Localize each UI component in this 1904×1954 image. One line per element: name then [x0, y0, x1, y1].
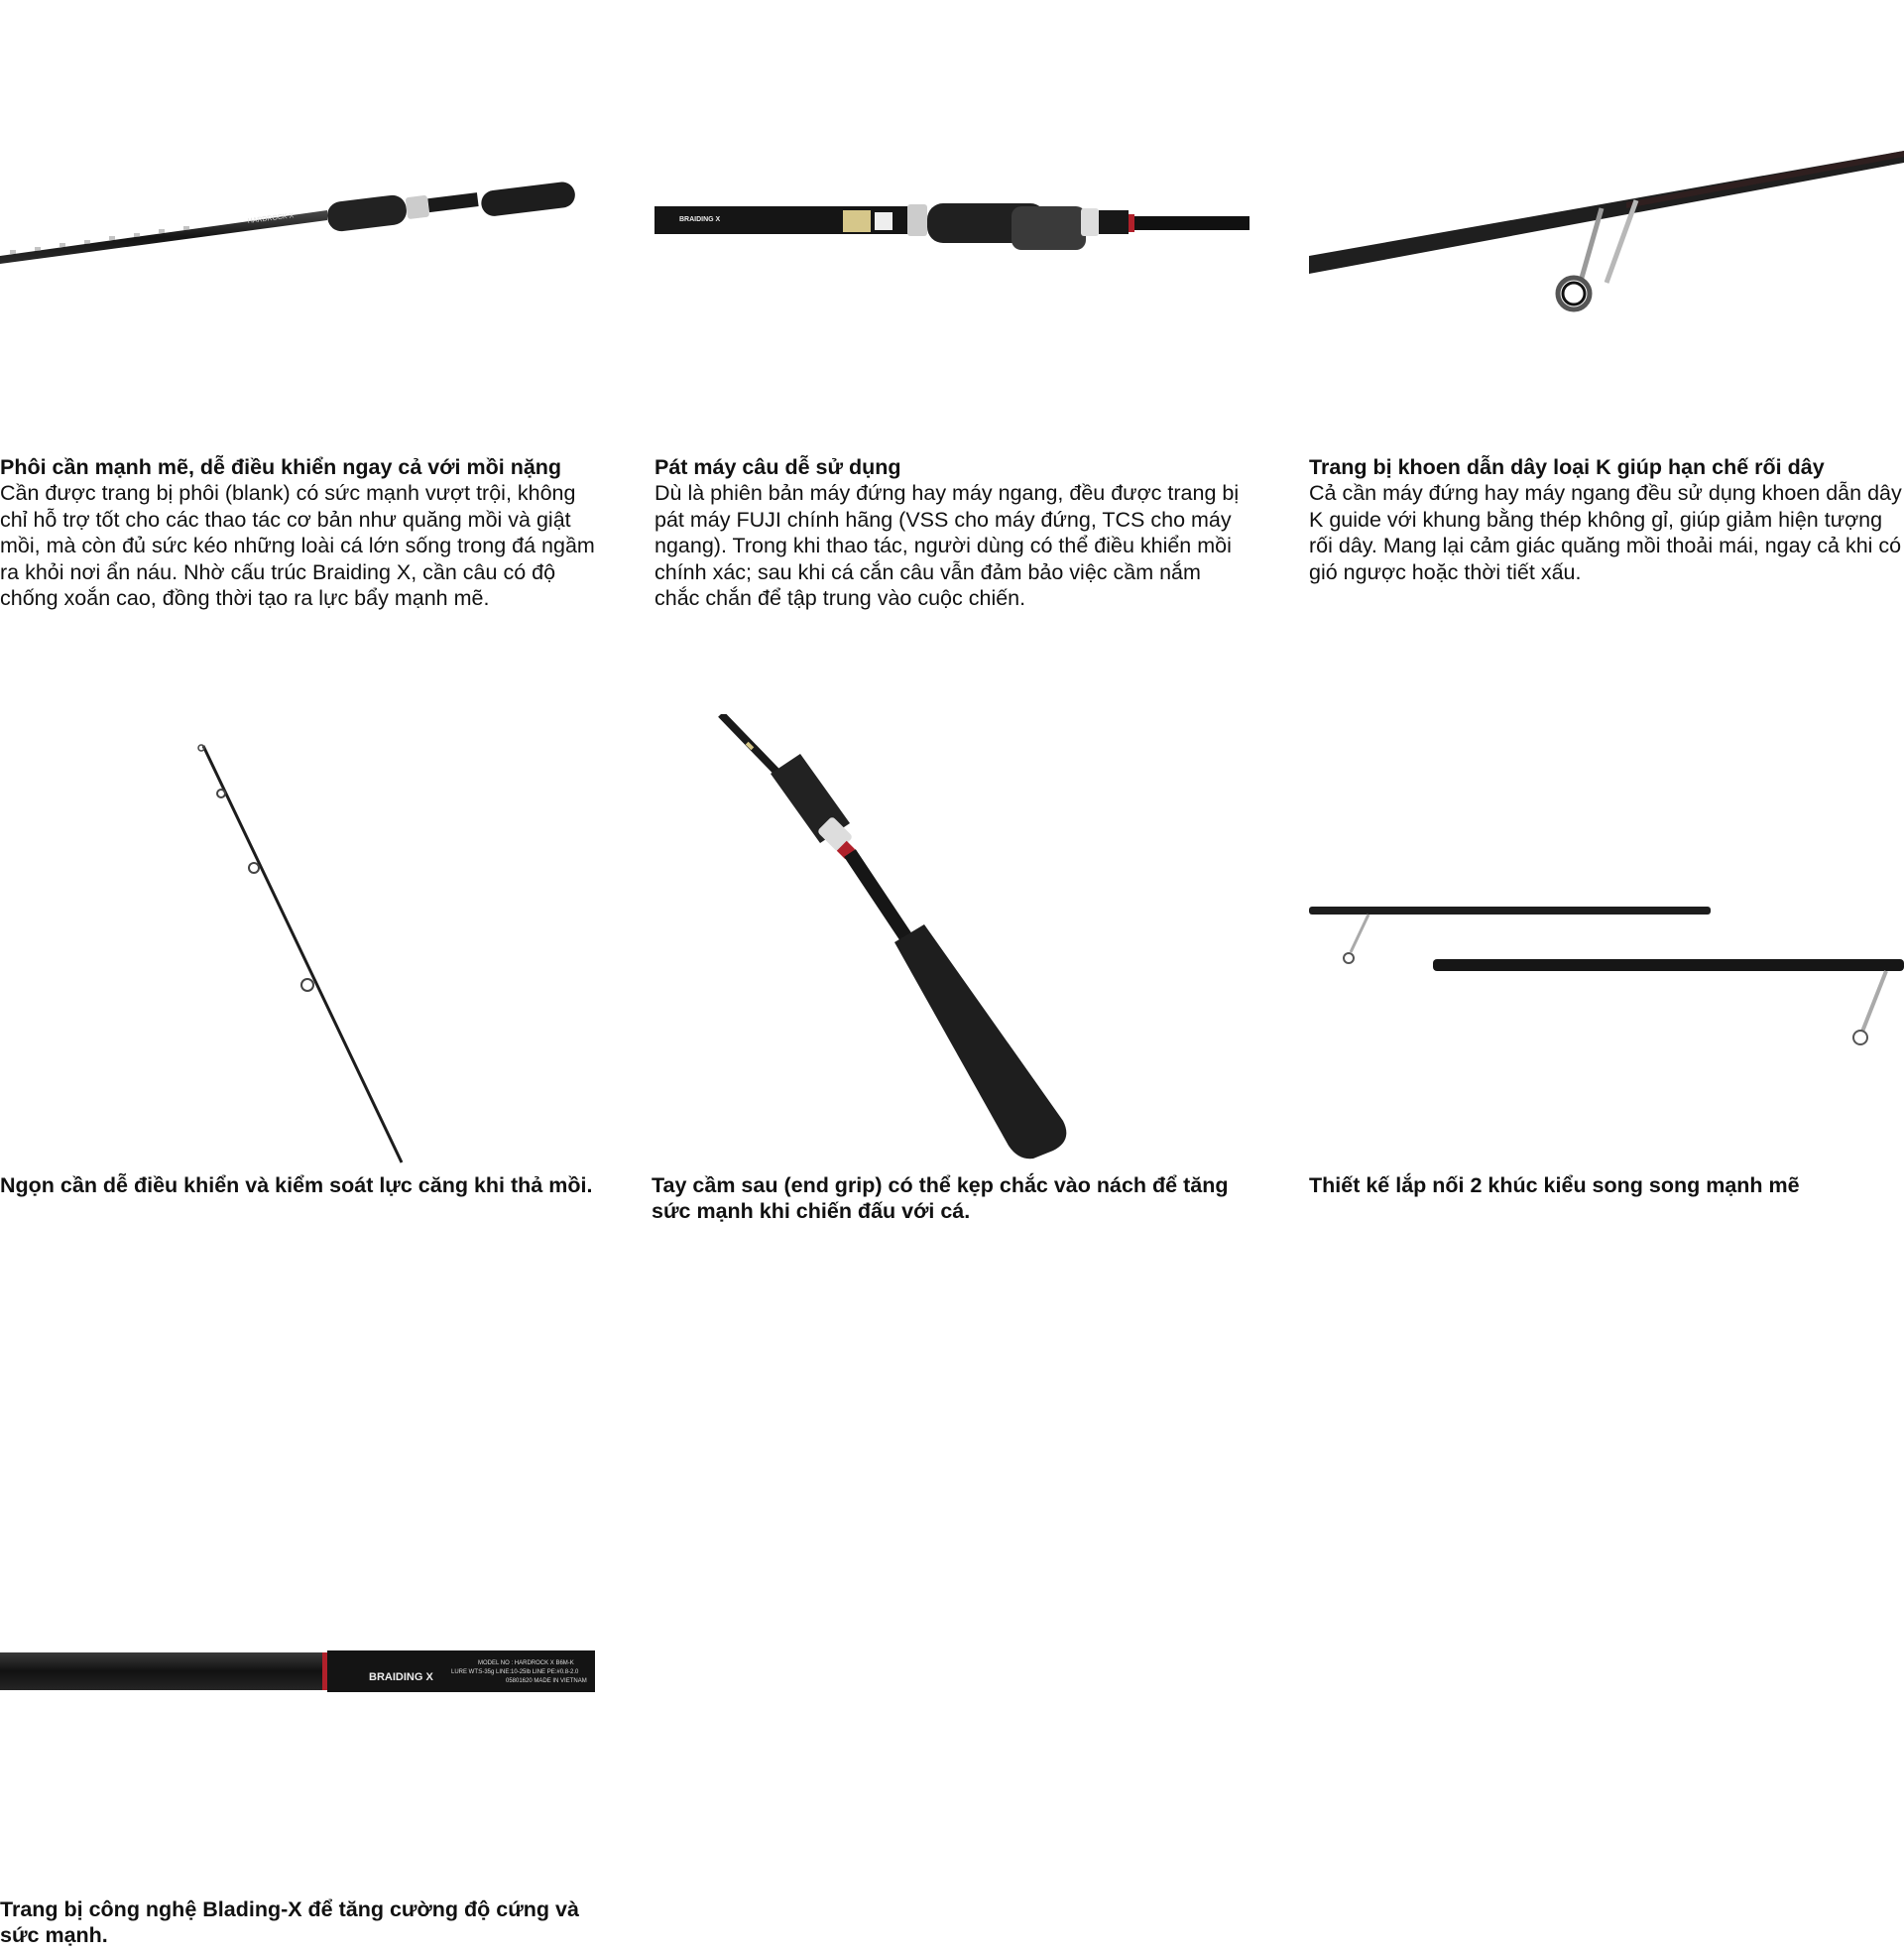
rod-label-hardrock: HARDROCK X — [247, 212, 295, 225]
feature-title: Trang bị khoen dẫn dây loại K giúp hạn chế rối dây — [1309, 455, 1825, 479]
feature-title: Trang bị công nghệ Blading-X để tăng cường độ cứng và sức mạnh. — [0, 1897, 579, 1947]
feature-title: Phôi cần mạnh mẽ, dễ điều khiển ngay cả với mồi nặng — [0, 455, 562, 479]
braiding-x-image — [0, 1438, 595, 1894]
feature-description: Dù là phiên bản máy đứng hay máy ngang, đều được trang bị pát máy FUJI chính hãng (VSS cho máy đứng, TCS cho máy ngang). Trong khi thao tác, người dùng có thể điều khiển mồi chính xác; sau khi cá cắn câu vẫn đảm bảo việc cầm nắm chắc chắn để tập trung vào cuộc chiến. — [654, 481, 1240, 610]
feature-title: Tay cầm sau (end grip) có thể kẹp chắc vào nách để tăng sức mạnh khi chiến đấu với cá. — [652, 1173, 1229, 1223]
k-guide-image — [1309, 40, 1904, 456]
end-grip-image — [652, 714, 1247, 1170]
feature-card-reel-seat — [654, 40, 1250, 610]
feature-card-end-grip — [652, 714, 1247, 1223]
rod-label-braiding: BRAIDING X — [679, 216, 721, 223]
rod-label-braiding-x: BRAIDING X — [369, 1671, 433, 1683]
feature-title: Ngọn cần dễ điều khiển và kiểm soát lực căng khi thả mồi. — [0, 1173, 593, 1197]
feature-card-braiding-x — [0, 1438, 595, 1947]
feature-description: Cần được trang bị phôi (blank) có sức mạnh vượt trội, không chỉ hỗ trợ tốt cho các thao tác cơ bản như quăng mồi và giật mồi, mà còn đủ sức kéo những loài cá lớn sống trong đá ngầm ra khỏi nơi ẩn náu. Nhờ cấu trúc Braiding X, cần câu có độ chống xoắn cao, đồng thời tạo ra lực bẩy mạnh mẽ. — [0, 481, 595, 610]
rod-spec-line-3: 05801620 MADE IN VIETNAM — [506, 1678, 587, 1684]
rod-spec-line-1: MODEL NO : HARDROCK X B6M-K — [478, 1660, 574, 1666]
feature-title: Thiết kế lắp nối 2 khúc kiểu song song mạnh mẽ — [1309, 1173, 1800, 1197]
feature-title: Pát máy câu dễ sử dụng — [654, 455, 901, 479]
rod-tip-image — [0, 714, 595, 1170]
feature-card-k-guide — [1309, 40, 1904, 584]
feature-card-two-piece — [1309, 714, 1904, 1197]
feature-card-rod-tip — [0, 714, 595, 1197]
feature-description: Cả cần máy đứng hay máy ngang đều sử dụng khoen dẫn dây K guide với khung bằng thép không gỉ, giúp giảm hiện tượng rối dây. Mang lại cảm giác quăng mồi thoải mái, ngay cả khi có gió ngược hoặc thời tiết xấu. — [1309, 481, 1902, 584]
rod-blank-image — [0, 40, 595, 456]
reel-seat-image — [654, 40, 1250, 456]
two-piece-joint-image — [1309, 714, 1904, 1170]
rod-spec-line-2: LURE WT:5-35g LINE:10-25lb LINE PE:#0.8-2.0 — [451, 1669, 579, 1675]
feature-card-blank — [0, 40, 595, 610]
